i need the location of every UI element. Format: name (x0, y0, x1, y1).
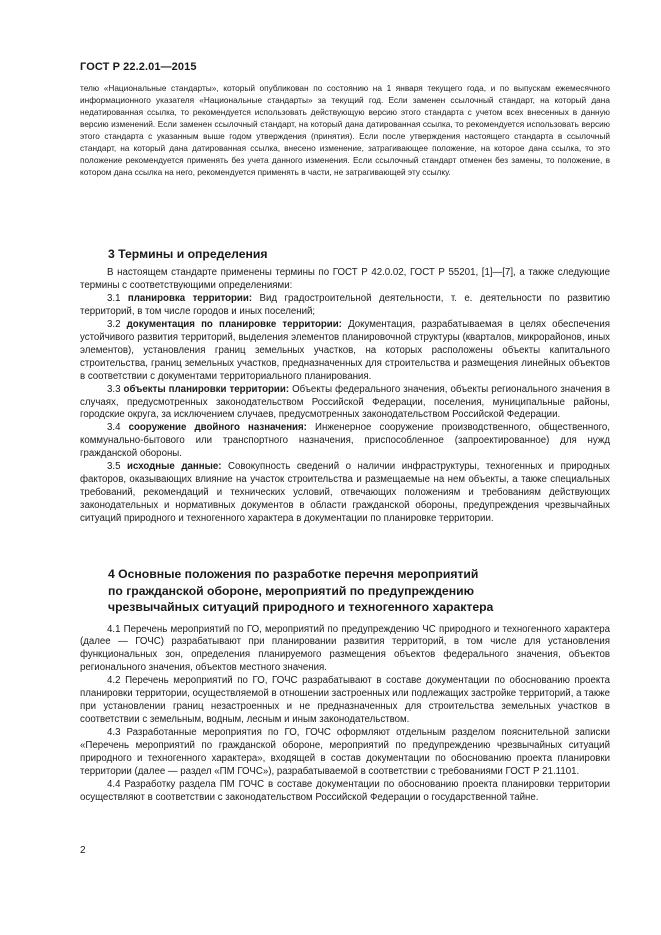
term-name: документация по планировке территории: (126, 318, 342, 330)
intro-paragraph-block (80, 82, 610, 178)
section-3-intro: В настоящем стандарте применены термины по ГОСТ Р 42.0.02, ГОСТ Р 55201, [1]—[7], а также следующие термины с соответствующими определениями: (80, 267, 610, 291)
section-4-heading-line: 4 Основные положения по разработке перечня мероприятий (108, 567, 479, 581)
section-3 (80, 246, 610, 526)
term-definition: Инженерное сооружение производственного, общественного, коммунально-бытового или транспортного назначения, приспособленное (запроектированное) для нужд гражданской обороны. (80, 422, 610, 460)
term-name: сооружение двойного назначения: (128, 422, 307, 434)
section-4-heading-line: по гражданской обороне, мероприятий по предупреждению (108, 583, 474, 598)
term-definition: Вид градостроительной деятельности, т. е. деятельности по развитию территорий, в том числе городов и иных поселений; (80, 292, 610, 317)
term-3-4: 3.4 сооружение двойного назначения: Инженерное сооружение производственного, общественного, коммунально-бытового или транспортного назначения, приспособленное (запроектированное) для нужд гражданской обороны. (80, 422, 610, 460)
paragraph-4-2: 4.2 Перечень мероприятий по ГО, ГОЧС разрабатывают в составе документации по обоснованию проекта планировки территории, осуществляемой в отношении застроенных или подлежащих застройке территорий, а также при установлении границ незастроенных и не предназначенных для строительства земельных участков в соответствии с земельным, водным, лесным и иным законодательством. (80, 675, 610, 726)
section-4-heading-line: чрезвычайных ситуаций природного и техногенного характера (108, 600, 494, 614)
term-name: объекты планировки территории: (123, 383, 290, 395)
term-name: планировка территории: (127, 292, 253, 304)
section-4-heading (108, 566, 610, 616)
term-3-2: 3.2 документация по планировке территории: Документация, разрабатываемая в целях обеспечения устойчивого развития территорий, выделения элементов планировочной структуры (кварталов, микрорайонов, иных элементов), установления границ земельных участков, на которых расположены объекты капитального строительства, границ земельных участков, предназначенных для строительства и размещения линейных объектов в соответствии с документами территориального планирования. (80, 318, 610, 382)
page-number: 2 (80, 845, 86, 856)
term-3-3: 3.3 объекты планировки территории: Объекты федерального значения, объекты регионального значения в случаях, предусмотренных законодательством Российской Федерации, поселения, муниципальные районы, городские округа, за исключением случаев, предусмотренных законодательством Российской Федерации. (80, 383, 610, 421)
document-header: ГОСТ Р 22.2.01—2015 (80, 61, 197, 73)
term-definition: Документация, разрабатываемая в целях обеспечения устойчивого развития территорий, выделения элементов планировочной структуры (кварталов, микрорайонов, иных элементов), установления границ земельных участков, на которых расположены объекты капитального строительства, границ земельных участков, предназначенных для строительства и размещения линейных объектов в соответствии с документами территориального планирования. (80, 318, 610, 382)
term-definition: Объекты федерального значения, объекты регионального значения в случаях, предусмотренных законодательством Российской Федерации, поселения, муниципальные районы, городские округа, за исключением случаев, предусмотренных законодательством Российской Федерации. (80, 383, 610, 421)
term-name: исходные данные: (127, 461, 222, 473)
intro-paragraph: телю «Национальные стандарты», который опубликован по состоянию на 1 января текущего года, и по выпускам ежемесячного информационного указателя «Национальные стандарты» за текущий год. Если заменен ссылочный стандарт, на который дана недатированная ссылка, то рекомендуется использовать действующую версию этого стандарта с учетом всех внесенных в данную версию изменений. Если заменен ссылочный стандарт, на который дана датированная ссылка, то рекомендуется использовать версию этого стандарта с указанным выше годом утверждения (принятия). Если после утверждения настоящего стандарта в ссылочный стандарт, на который дана датированная ссылка, внесено изменение, затрагивающее положение, на которое дана ссылка, то это положение рекомендуется применять без учета данного изменения. Если ссылочный стандарт отменен без замены, то положение, в котором дана ссылка на него, рекомендуется применять в части, не затрагивающей эту ссылку. (80, 83, 610, 178)
term-3-1: 3.1 планировка территории: Вид градостроительной деятельности, т. е. деятельности по развитию территорий, в том числе городов и иных поселений; (80, 292, 610, 317)
section-4 (80, 566, 610, 805)
paragraph-4-4: 4.4 Разработку раздела ПМ ГОЧС в составе документации по обоснованию проекта планировки территории осуществляют в соответствии с законодательством Российской Федерации о государственной тайне. (80, 778, 610, 803)
paragraph-4-1: 4.1 Перечень мероприятий по ГО, мероприятий по предупреждению ЧС природного и техногенного характера (далее — ГОЧС) разрабатывают при планировании развития территорий, в том числе для установления функциональных зон, определения планируемого размещения объектов федерального значения, объектов регионального значения, объектов местного значения. (80, 623, 610, 674)
term-definition: Совокупность сведений о наличии инфраструктуры, техногенных и природных факторов, оказывающих влияние на участок строительства и размещаемые на нем объекты, а также специальных требований, рекомендаций и технических условий, отвечающих положениям и требованиям действующих законодательных и нормативных документов в области гражданской обороны, предупреждения чрезвычайных ситуаций природного и техногенного характера в документации по планировке территории. (80, 461, 610, 525)
section-3-heading: 3 Термины и определения (108, 247, 268, 261)
paragraph-4-3: 4.3 Разработанные мероприятия по ГО, ГОЧС оформляют отдельным разделом пояснительной записки «Перечень мероприятий по гражданской обороне, мероприятий по предупреждению чрезвычайных ситуаций природного и техногенного характера», входящей в состав документации по обоснованию проекта планировки территории (далее — раздел «ПМ ГОЧС»), разрабатываемой в соответствии с требованиями ГОСТ Р 21.1101. (80, 727, 610, 777)
term-3-5: 3.5 исходные данные: Совокупность сведений о наличии инфраструктуры, техногенных и природных факторов, оказывающих влияние на участок строительства и размещаемые на нем объекты, а также специальных требований, рекомендаций и технических условий, отвечающих положениям и требованиям действующих законодательных и нормативных документов в области гражданской обороны, предупреждения чрезвычайных ситуаций природного и техногенного характера в документации по планировке территории. (80, 461, 610, 525)
